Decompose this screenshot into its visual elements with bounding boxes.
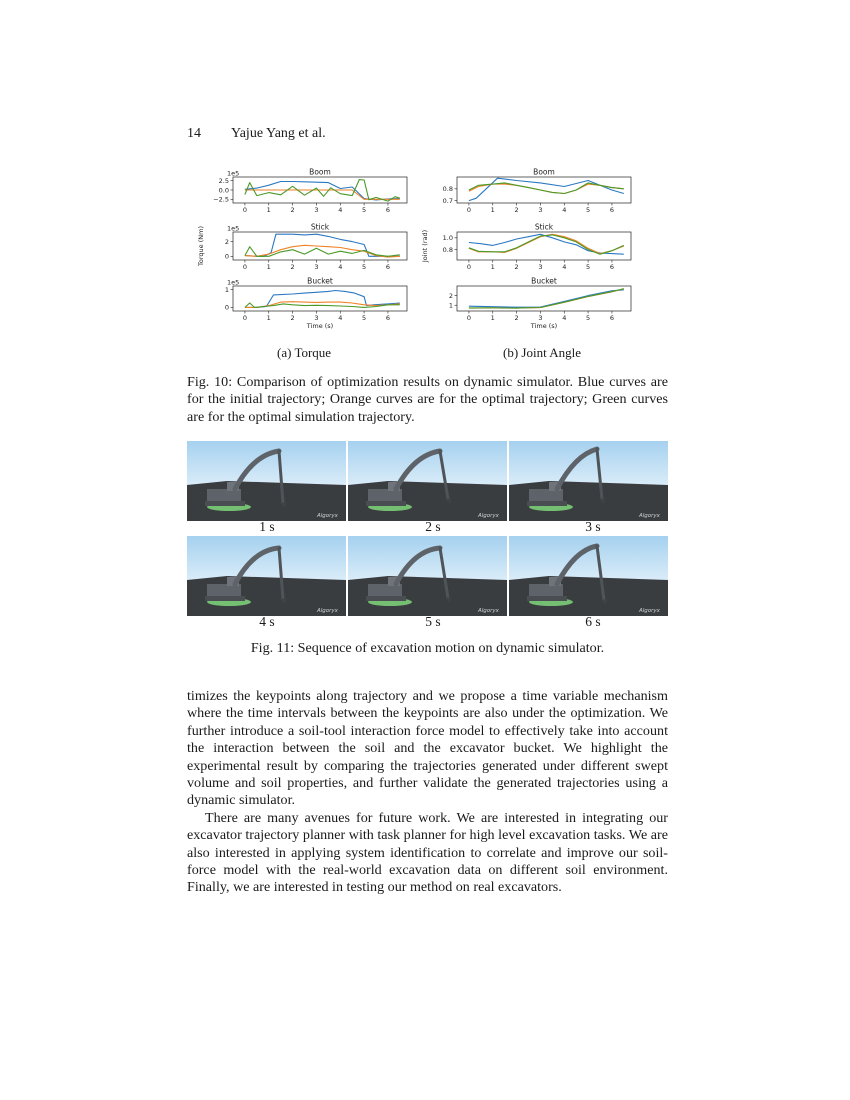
x-tick-label: 4 <box>562 314 567 322</box>
frame-row-2 <box>187 536 668 616</box>
figure-10-plots <box>187 160 667 365</box>
subplot-title: Stick <box>310 222 330 232</box>
axis-scale-label: 1e5 <box>227 169 240 178</box>
simulator-scene <box>187 536 346 616</box>
y-axis-label: Joint (rad) <box>421 229 429 263</box>
x-tick-label: 3 <box>314 314 319 322</box>
y-tick-label: 0.8 <box>442 185 453 194</box>
frame-label-5: 5 s <box>425 614 441 629</box>
algoryx-watermark: Algoryx <box>478 513 499 519</box>
series-line-optimal-simulation-trajectory <box>469 183 624 194</box>
x-tick-label: 3 <box>314 206 319 214</box>
x-tick-label: 6 <box>609 314 615 322</box>
x-tick-label: 4 <box>338 314 343 322</box>
x-tick-label: 6 <box>609 206 615 214</box>
figure-10-caption: Fig. 10: Comparison of optimization results on dynamic simulator. Blue curves are for the initial trajectory; Orange curves are for the optimal trajectory; Green curves are for the optimal simulation trajectory. <box>187 374 668 425</box>
paragraph-2: There are many avenues for future work. We are interested in integrating our excavator trajectory planner with task planner for high level excavation tasks. We are also interested in applying system identification to correlate and improve our soil-force model with the real-world excavation data on different soil environment. Finally, we are interested in testing our method on real excavators. <box>187 809 668 896</box>
frame-label-1: 1 s <box>259 519 275 534</box>
subplot-title: Boom <box>533 167 555 177</box>
excavator-track <box>527 501 567 506</box>
x-tick-label: 0 <box>466 314 471 322</box>
frame-label-2: 2 s <box>425 519 441 534</box>
x-tick-label: 5 <box>362 206 367 214</box>
x-axis-label: Time (s) <box>530 322 558 330</box>
x-tick-label: 4 <box>338 263 343 271</box>
x-tick-label: 0 <box>242 263 247 271</box>
frame-1 <box>187 441 346 521</box>
x-tick-label: 2 <box>514 206 519 214</box>
y-tick-label: 2.5 <box>218 177 229 186</box>
x-tick-label: 2 <box>514 263 519 271</box>
y-tick-label: 1 <box>224 285 229 294</box>
x-tick-label: 6 <box>385 263 391 271</box>
y-tick-label: 2 <box>448 291 453 300</box>
series-line-initial-trajectory <box>469 178 624 200</box>
x-tick-label: 0 <box>466 263 471 271</box>
axis-scale-label: 1e5 <box>227 224 240 233</box>
frame-3 <box>509 441 668 521</box>
x-tick-label: 1 <box>266 314 271 322</box>
page-header <box>187 126 326 142</box>
frame-label-4: 4 s <box>259 614 275 629</box>
frame-2 <box>348 441 507 521</box>
simulator-scene <box>187 441 346 521</box>
excavator-track <box>527 596 567 601</box>
x-tick-label: 4 <box>338 206 343 214</box>
x-tick-label: 3 <box>538 206 543 214</box>
y-tick-label: 0.0 <box>218 186 229 195</box>
frame-row-1 <box>187 441 668 521</box>
x-tick-label: 5 <box>586 314 591 322</box>
sky <box>509 441 668 487</box>
subplot-title: Stick <box>534 222 554 232</box>
x-tick-label: 6 <box>609 263 615 271</box>
sky <box>187 441 346 487</box>
subplot-title: Bucket <box>531 276 557 286</box>
x-tick-label: 5 <box>586 206 591 214</box>
y-tick-label: 0 <box>224 252 229 261</box>
axes-frame <box>457 177 631 203</box>
x-tick-label: 0 <box>242 206 247 214</box>
excavator-track <box>366 596 406 601</box>
paragraph-1: timizes the keypoints along trajectory and we propose a time variable mechanism where the time intervals between the keypoints are also under the optimization. We further introduce a soil-tool interaction force model to effectively take into account the interaction between the soil and the excavator bucket. We highlight the experimental result by comparing the trajectories generated under different swept volume and soil properties, and further validate the generated trajectories using a dynamic simulator. <box>187 688 668 809</box>
x-tick-label: 2 <box>290 263 295 271</box>
frame-4 <box>187 536 346 616</box>
figure-11-caption: Fig. 11: Sequence of excavation motion on dynamic simulator. <box>250 640 605 656</box>
x-tick-label: 5 <box>362 314 367 322</box>
algoryx-watermark: Algoryx <box>478 608 499 614</box>
x-tick-label: 6 <box>385 206 391 214</box>
simulator-scene <box>348 536 507 616</box>
x-tick-label: 4 <box>562 206 567 214</box>
series-line-optimal-simulation-trajectory <box>469 235 624 254</box>
x-tick-label: 5 <box>362 263 367 271</box>
sky <box>187 536 346 582</box>
x-tick-label: 1 <box>490 263 495 271</box>
y-tick-label: 2 <box>224 237 229 246</box>
x-tick-label: 1 <box>490 314 495 322</box>
frame-label-3: 3 s <box>585 519 601 534</box>
simulator-scene <box>509 441 668 521</box>
series-line-optimal-trajectory <box>469 234 624 253</box>
y-tick-label: −2.5 <box>213 195 229 204</box>
x-tick-label: 1 <box>266 206 271 214</box>
series-line-initial-trajectory <box>245 234 400 256</box>
algoryx-watermark: Algoryx <box>317 513 338 519</box>
x-tick-label: 5 <box>586 263 591 271</box>
x-tick-label: 6 <box>385 314 391 322</box>
running-authors: Yajue Yang et al. <box>231 126 326 141</box>
x-tick-label: 4 <box>562 263 567 271</box>
x-tick-label: 2 <box>514 314 519 322</box>
x-tick-label: 3 <box>314 263 319 271</box>
x-tick-label: 0 <box>466 206 471 214</box>
algoryx-watermark: Algoryx <box>639 608 660 614</box>
conclusion-text <box>187 688 668 897</box>
frame-5 <box>348 536 507 616</box>
subplot-title: Boom <box>309 167 331 177</box>
x-tick-label: 2 <box>290 206 295 214</box>
subcaption-torque: (a) Torque <box>277 345 332 360</box>
excavator-track <box>205 501 245 506</box>
x-tick-label: 2 <box>290 314 295 322</box>
simulator-scene <box>348 441 507 521</box>
figure-10 <box>187 160 667 365</box>
subplot-title: Bucket <box>307 276 333 286</box>
algoryx-watermark: Algoryx <box>639 513 660 519</box>
series-line-optimal-simulation-trajectory <box>245 247 400 257</box>
series-line-initial-trajectory <box>469 234 624 254</box>
series-line-initial-trajectory <box>245 291 400 308</box>
sky <box>348 536 507 582</box>
y-tick-label: 1.0 <box>442 234 453 243</box>
frame-6 <box>509 536 668 616</box>
y-tick-label: 0.7 <box>442 196 453 205</box>
y-tick-label: 1 <box>448 301 453 310</box>
y-tick-label: 0 <box>224 303 229 312</box>
simulator-scene <box>509 536 668 616</box>
x-tick-label: 0 <box>242 314 247 322</box>
sky <box>348 441 507 487</box>
y-axis-label: Torque (Nm) <box>197 226 205 266</box>
sky <box>509 536 668 582</box>
excavator-track <box>205 596 245 601</box>
x-tick-label: 3 <box>538 263 543 271</box>
y-tick-label: 0.8 <box>442 245 453 254</box>
page-number: 14 <box>187 126 201 141</box>
excavator-track <box>366 501 406 506</box>
axis-scale-label: 1e5 <box>227 278 240 287</box>
frame-label-6: 6 s <box>585 614 601 629</box>
x-axis-label: Time (s) <box>306 322 334 330</box>
subcaption-joint-angle: (b) Joint Angle <box>503 345 581 360</box>
x-tick-label: 1 <box>490 206 495 214</box>
algoryx-watermark: Algoryx <box>317 608 338 614</box>
x-tick-label: 3 <box>538 314 543 322</box>
series-line-initial-trajectory <box>469 290 624 307</box>
x-tick-label: 1 <box>266 263 271 271</box>
